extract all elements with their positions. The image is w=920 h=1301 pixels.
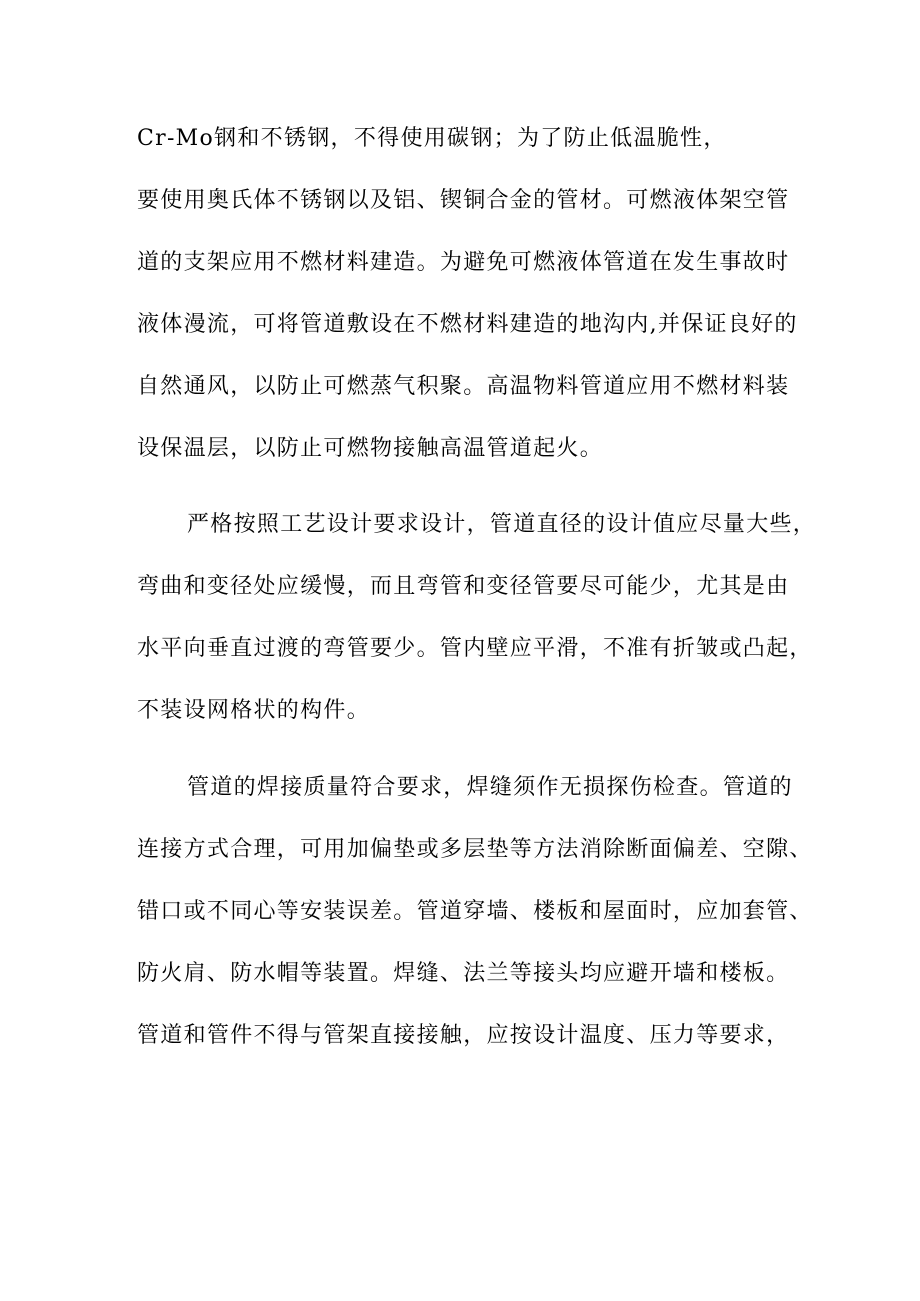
text-line-15: 管道和管件不得与管架直接接触，应按设计温度、压力等要求， (137, 1023, 790, 1048)
text-line-9: 水平向垂直过渡的弯管要少。管内壁应平滑，不准有折皱或凸起， (137, 636, 813, 661)
text-line-1: Cr-Mo钢和不锈钢，不得使用碳钢；为了防止低温脆性， (137, 126, 727, 151)
text-line-10: 不装设网格状的构件。 (137, 698, 371, 723)
text-line-6: 设保温层，以防止可燃物接触高温管道起火。 (137, 436, 604, 461)
text-line-12: 连接方式合理，可用加偏垫或多层垫等方法消除断面偏差、空隙、 (137, 837, 813, 862)
text-line-2: 要使用奥氏体不锈钢以及铝、锲铜合金的管材。可燃液体架空管 (137, 188, 790, 213)
text-line-4: 液体漫流，可将管道敷设在不燃材料建造的地沟内,并保证良好的 (137, 312, 798, 337)
text-line-5: 自然通风，以防止可燃蒸气积聚。高温物料管道应用不燃材料装 (137, 374, 790, 399)
text-line-3: 道的支架应用不燃材料建造。为避免可燃液体管道在发生事故时 (137, 250, 790, 275)
text-line-11: 管道的焊接质量符合要求，焊缝须作无损探伤检查。管道的 (187, 775, 793, 800)
text-line-7: 严格按照工艺设计要求设计，管道直径的设计值应尽量大些， (187, 512, 817, 537)
text-line-8: 弯曲和变径处应缓慢，而且弯管和变径管要尽可能少，尤其是由 (137, 574, 790, 599)
text-line-13: 错口或不同心等安装误差。管道穿墙、楼板和屋面时，应加套管、 (137, 899, 813, 924)
text-line-14: 防火肩、防水帽等装置。焊缝、法兰等接头均应避开墙和楼板。 (137, 961, 790, 986)
